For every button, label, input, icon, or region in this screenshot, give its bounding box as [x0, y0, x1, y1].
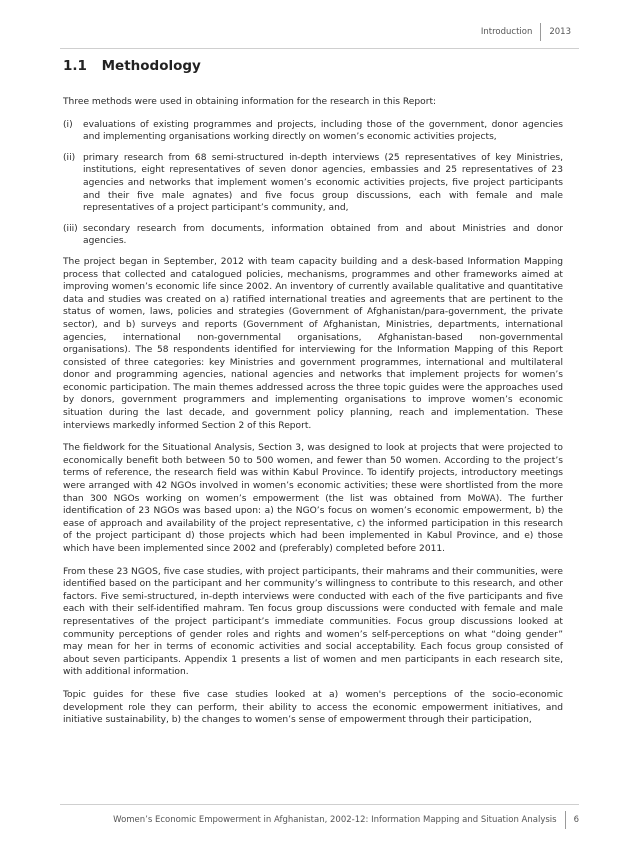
intro-paragraph: Three methods were used in obtaining information for the research in this Report:	[63, 97, 437, 107]
body-paragraph-fieldwork: The fieldwork for the Situational Analysis, Section 3, was designed to look at projects that were projected to economically benefit both between 50 to 500 women, and fewer than 50 women. According to the project’s terms of reference, the research field was within Kabul Province. To identify projects, introductory meetings were arranged with 42 NGOs involved in women’s economic activities; these were shortlisted from the more than 300 NGOs working on women’s empowerment (the list was obtained from MoWA). The further identification of 23 NGOs was based upon: a) the NGO’s focus on women’s economic empowerment, b) the ease of approach and availability of the project representative, c) the informed participation in this research of the project participant d) those projects which had been implemented in Kabul Province, and e) those which have been implemented since 2002 and (preferably) completed before 2011.	[63, 443, 563, 554]
method-numeral: (ii)	[63, 152, 76, 163]
section-heading	[63, 58, 201, 74]
body-paragraph-information-mapping: The project began in September, 2012 with team capacity building and a desk-based Information Mapping process that collected and catalogued policies, mechanisms, programmes and other frameworks aimed at improving women’s economic life since 2002. An inventory of currently available qualitative and quantitative data and studies was created on a) ratified international treaties and agreements that are pertinent to the status of women, laws, policies and strategies (Government of Afghanistan/para-government, the private sector), and b) surveys and reports (Government of Afghanistan, Ministries, departments, international agencies, international non-governmental organisations, Afghanistan-based non-governmental organisations). The 58 respondents identified for interviewing for the Information Mapping of this Report consisted of three categories: key Ministries and government programmes, international and multilateral donor and programming agencies, national agencies and networks that implement projects for women’s economic participation. The main themes addressed across the three topic guides were the approaches used by donors, government programmers and implementing organisations to improve women’s economic situation during the last decade, and government policy planning, reach and implementation. These interviews markedly informed Section 2 of this Report.	[63, 256, 563, 431]
footer-divider	[565, 811, 566, 829]
method-text: primary research from 68 semi-structured in-depth interviews (25 representatives of key Ministries, institutions, eight representatives of seven donor agencies, embassies and 25 representatives of 23 agencies and networks that implement women’s economic activities projects, five project participants and their five male agnates) and five focus group discussions, each with female and male representatives of a project participant’s community, and,	[83, 152, 563, 214]
page-header	[481, 23, 571, 41]
footer-rule	[60, 804, 579, 805]
header-divider	[540, 23, 541, 41]
section-title: Methodology	[101, 58, 201, 74]
header-year: 2013	[549, 27, 571, 37]
page-footer	[60, 810, 579, 830]
body-content	[63, 96, 563, 737]
method-item	[63, 152, 563, 215]
footer-title: Women’s Economic Empowerment in Afghanistan, 2002-12: Information Mapping and Situation Analysis	[113, 815, 557, 825]
body-paragraph-topic-guides: Topic guides for these five case studies looked at a) women's perceptions of the socio-economic development role they can perform, their ability to access the economic empowerment initiatives, and initiative sustainability, b) the changes to women’s sense of empowerment through their participation,	[63, 689, 563, 726]
method-text: secondary research from documents, information obtained from and about Ministries and donor agencies.	[83, 223, 563, 247]
section-number: 1.1	[63, 58, 87, 74]
body-paragraph-case-studies: From these 23 NGOS, five case studies, with project participants, their mahrams and their communities, were identified based on the participant and her community’s willingness to contribute to this research, and other factors. Five semi-structured, in-depth interviews were conducted with each of the five participants and five each with their self-identified mahram. Ten focus group discussions were conducted with female and male representatives of the project participant’s immediate communities. Focus group discussions looked at community perceptions of gender roles and rights and women’s self-perceptions on what “doing gender” may mean for her in terms of economic activities and social acceptability. Each focus group consisted of about seven participants. Appendix 1 presents a list of women and men participants in each research site, with additional information.	[63, 566, 563, 678]
method-item	[63, 223, 563, 248]
page-number: 6	[573, 815, 579, 825]
method-text: evaluations of existing programmes and projects, including those of the government, donor agencies and implementing organisations working directly on women’s economic activities projects,	[83, 119, 563, 143]
header-rule	[60, 48, 579, 49]
method-numeral: (i)	[63, 119, 73, 130]
header-section-label: Introduction	[480, 27, 533, 37]
method-item	[63, 119, 563, 144]
method-numeral: (iii)	[63, 223, 78, 234]
